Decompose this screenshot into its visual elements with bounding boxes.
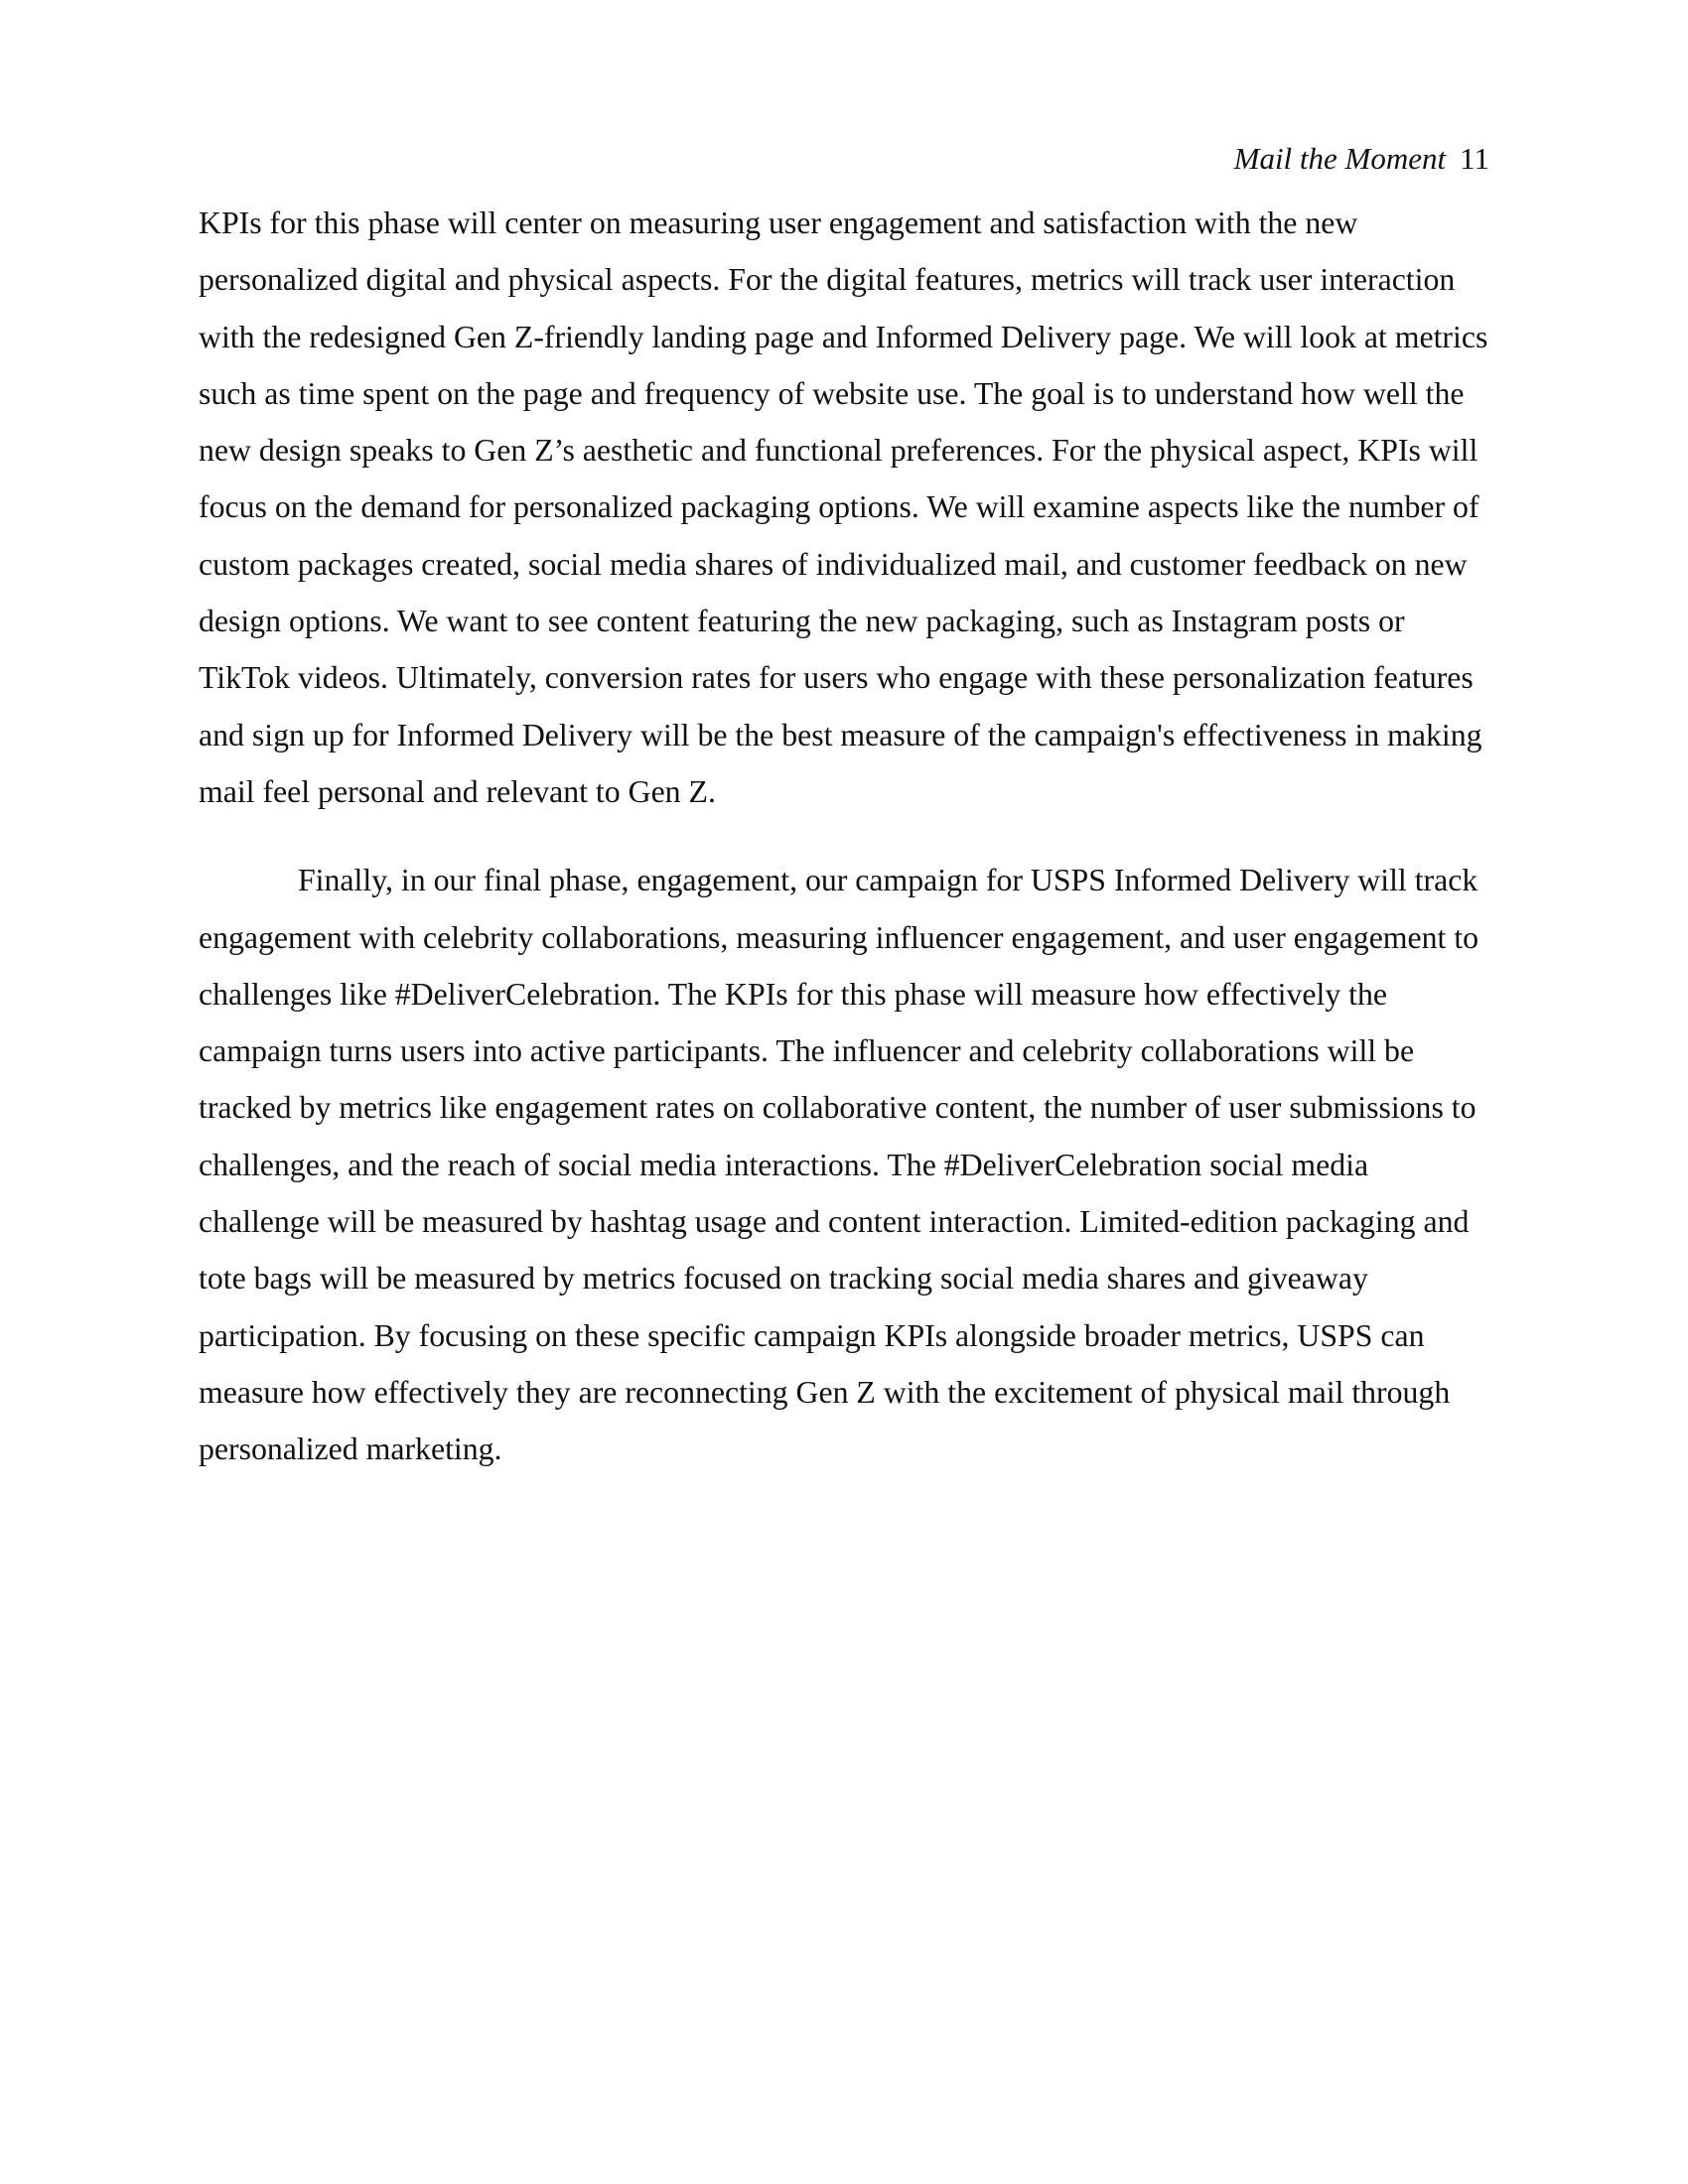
page-number: 11 <box>1460 141 1489 176</box>
body-text <box>199 195 1491 1478</box>
paragraph: Finally, in our final phase, engagement, our campaign for USPS Informed Delivery will track engagement with celebrity collaborations, measuring influencer engagement, and user engagement to challenges like #DeliverCelebration. The KPIs for this phase will measure how effectively the campaign turns users into active participants. The influencer and celebrity collaborations will be tracked by metrics like engagement rates on collaborative content, the number of user submissions to challenges, and the reach of social media interactions. The #DeliverCelebration social media challenge will be measured by hashtag usage and content interaction. Limited-edition packaging and tote bags will be measured by metrics focused on tracking social media shares and giveaway participation. By focusing on these specific campaign KPIs alongside broader metrics, USPS can measure how effectively they are reconnecting Gen Z with the excitement of physical mail through personalized marketing. <box>199 863 1479 1467</box>
running-head <box>1234 137 1489 181</box>
running-head-title: Mail the Moment <box>1233 141 1447 176</box>
paragraph: KPIs for this phase will center on measuring user engagement and satisfaction with the new personalized digital and physical aspects. For the digital features, metrics will track user interaction with the redesigned Gen Z-friendly landing page and Informed Delivery page. We will look at metrics such as time spent on the page and frequency of website use. The goal is to understand how well the new design speaks to Gen Z’s aesthetic and functional preferences. For the physical aspect, KPIs will focus on the demand for personalized packaging options. We will examine aspects like the number of custom packages created, social media shares of individualized mail, and customer feedback on new design options. We want to see content featuring the new packaging, such as Instagram posts or TikTok videos. Ultimately, conversion rates for users who engage with these personalization features and sign up for Informed Delivery will be the best measure of the campaign's effectiveness in making mail feel personal and relevant to Gen Z. <box>199 205 1488 809</box>
